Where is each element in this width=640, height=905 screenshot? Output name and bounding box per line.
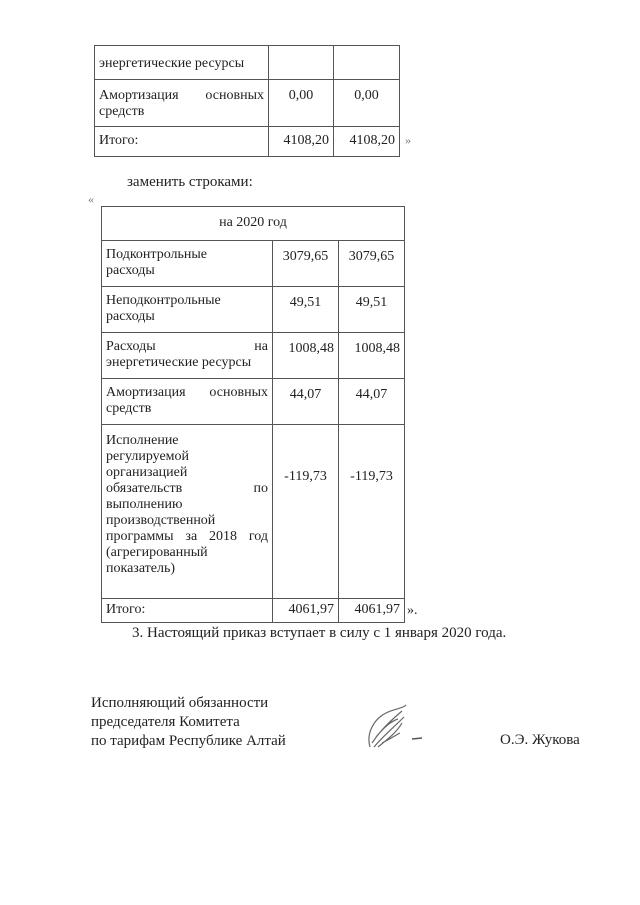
row-label (95, 80, 269, 127)
value-cell: 1008,48 (339, 333, 405, 379)
label-part: Амортизация (106, 385, 186, 400)
new-values-table (101, 206, 405, 623)
label-part: основных (209, 385, 268, 400)
table-row (95, 127, 400, 157)
table-row (102, 599, 405, 623)
clause-3: 3. Настоящий приказ вступает в силу с 1 января 2020 года. (132, 625, 507, 641)
label-part: регулируемой (106, 449, 190, 464)
value-cell: 44,07 (339, 379, 405, 425)
value-cell: 4061,97 (273, 599, 339, 623)
label-part: программы (106, 529, 174, 544)
old-values-table (94, 45, 400, 157)
value-cell: 4061,97 (339, 599, 405, 623)
signatory-name: О.Э. Жукова (500, 732, 580, 748)
replace-text: заменить строками: (127, 174, 253, 190)
label-part: за (185, 529, 198, 544)
label-part: организацией (106, 465, 188, 480)
value-cell: 3079,65 (339, 241, 405, 287)
table-row (102, 425, 405, 599)
label-part: Исполнение (106, 433, 179, 448)
label-part: Неподконтрольные (106, 293, 221, 308)
value-cell: 0,00 (334, 80, 400, 127)
row-label (102, 287, 273, 333)
table-header-row (102, 207, 405, 241)
label-part: основных (205, 88, 264, 103)
row-label: Итого: (102, 599, 273, 623)
table-row (102, 287, 405, 333)
value-cell: 3079,65 (273, 241, 339, 287)
open-quote: « (88, 192, 94, 206)
label-part: год (248, 529, 268, 544)
table-header: на 2020 год (102, 207, 405, 241)
label-part: расходы (106, 309, 155, 324)
row-label (102, 425, 273, 599)
row-label: энергетические ресурсы (95, 46, 269, 80)
label-part: Расходы (106, 339, 156, 354)
signatory-title (91, 694, 286, 751)
label-part: выполнению (106, 497, 183, 512)
label-part: обязательств (106, 481, 183, 496)
label-part: показатель) (106, 561, 176, 576)
title-line: председателя Комитета (91, 714, 240, 730)
table-row (102, 379, 405, 425)
value-cell: -119,73 (273, 425, 339, 599)
label-part: производственной (106, 513, 216, 528)
label-part: средств (99, 104, 145, 119)
label-part: (агрегированный (106, 545, 208, 560)
title-line: по тарифам Республике Алтай (91, 733, 286, 749)
value-cell: -119,73 (339, 425, 405, 599)
label-part: Амортизация (99, 88, 179, 103)
label-part: Подконтрольные (106, 247, 208, 262)
table-row (102, 241, 405, 287)
row-label: Итого: (95, 127, 269, 157)
label-part: средств (106, 401, 152, 416)
handwritten-signature (362, 703, 432, 751)
value-cell: 49,51 (339, 287, 405, 333)
close-quote: ». (407, 603, 418, 618)
label-part: на (254, 339, 268, 354)
label-part: 2018 (209, 529, 238, 544)
close-quote: » (405, 133, 411, 147)
value-cell: 4108,20 (334, 127, 400, 157)
label-part: расходы (106, 263, 155, 278)
table-row (95, 46, 400, 80)
row-label (102, 333, 273, 379)
table-row (95, 80, 400, 127)
value-cell: 1008,48 (273, 333, 339, 379)
value-cell: 49,51 (273, 287, 339, 333)
value-cell: 4108,20 (269, 127, 334, 157)
value-cell: 0,00 (269, 80, 334, 127)
label-part: энергетические ресурсы (106, 355, 252, 370)
value-cell: 44,07 (273, 379, 339, 425)
row-label (102, 379, 273, 425)
title-line: Исполняющий обязанности (91, 695, 269, 711)
row-label (102, 241, 273, 287)
label-part: по (253, 481, 268, 496)
table-row (102, 333, 405, 379)
